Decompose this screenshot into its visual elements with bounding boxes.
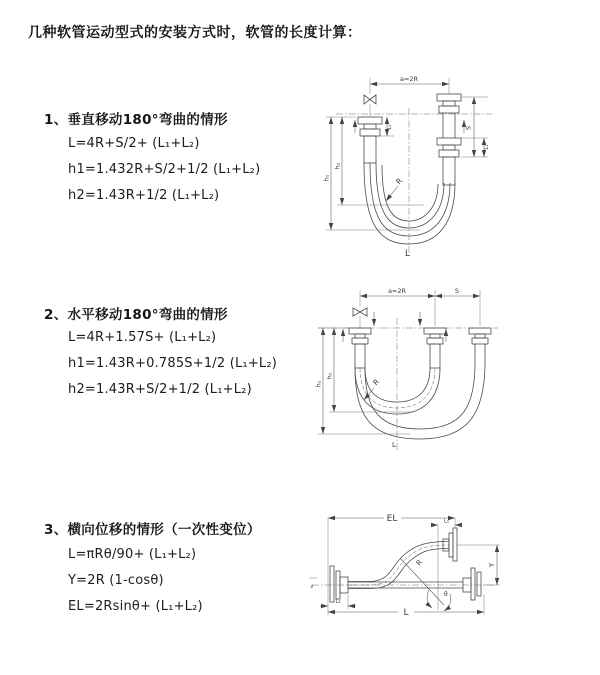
- left-flange-fitting: [349, 328, 371, 368]
- upper-flange: [443, 528, 457, 561]
- length-label: L: [403, 608, 409, 618]
- dimension-h2: [334, 117, 425, 205]
- centerline-mark: [309, 578, 317, 590]
- s-label: S: [454, 287, 460, 295]
- section-2-formula-h2: h2=1.43R+S/2+1/2 (L₁+L₂): [68, 382, 252, 397]
- el-label: EL: [386, 514, 398, 524]
- diagram-vertical-180-bend: [312, 70, 600, 265]
- section-3-formula-Y: Y=2R (1-cosθ): [68, 573, 164, 588]
- section-3-formula-L: L=πRθ/90+ (L₁+L₂): [68, 547, 197, 562]
- radius-label: R: [394, 176, 405, 187]
- fitting-left-label: L₁: [387, 124, 393, 130]
- valve-icon: [364, 95, 376, 116]
- radius-label: R: [414, 558, 425, 568]
- radius-leader: [386, 176, 404, 201]
- hose-u-bend-position1: [355, 368, 440, 414]
- section-1-formula-L: L=4R+S/2+ (L₁+L₂): [68, 136, 200, 151]
- section-3-heading: 3、横向位移的情形（一次性变位）: [44, 522, 261, 538]
- dimension-l1: [431, 519, 462, 526]
- fitting-right-label: L₁: [484, 144, 490, 150]
- h1-label: h₁: [322, 174, 331, 182]
- dimension-span-a2r: [360, 287, 435, 296]
- y-label: Y: [488, 562, 496, 568]
- section-1-formula-h1: h1=1.432R+S/2+1/2 (L₁+L₂): [68, 162, 261, 177]
- hose-s-curve: [348, 542, 449, 589]
- section-2-formula-h1: h1=1.43R+0.785S+1/2 (L₁+L₂): [68, 356, 278, 371]
- section-2-heading: 2、水平移动180°弯曲的情形: [44, 307, 228, 323]
- right-flange: [463, 568, 481, 600]
- section-3-formula-EL: EL=2Rsinθ+ (L₁+L₂): [68, 599, 203, 614]
- h2-label: h₂: [325, 372, 334, 380]
- radius-and-angle: [400, 558, 451, 611]
- page-title: 几种软管运动型式的安装方式时，软管的长度计算：: [28, 25, 362, 41]
- dimension-el: [328, 514, 455, 615]
- valve-icon: [353, 308, 367, 328]
- span-label: a=2R: [399, 75, 419, 83]
- l2-label: L₂: [335, 599, 341, 605]
- right-flange-fitting: [469, 328, 491, 362]
- diagram-horizontal-180-bend: [310, 282, 600, 467]
- dimension-h1: [323, 117, 421, 230]
- dimension-h2: [326, 328, 415, 412]
- left-flange: [330, 566, 348, 602]
- right-flange-fitting: [437, 94, 461, 185]
- l1-label: L₁: [443, 518, 450, 525]
- radius-label: R: [371, 377, 382, 388]
- dimension-span-a2r: [370, 75, 449, 94]
- length-label: L: [405, 249, 411, 259]
- span-label: a=2R: [387, 287, 407, 295]
- length-label: L: [392, 441, 396, 449]
- dimension-l2: [320, 595, 356, 609]
- centerline-mark-label: z: [310, 584, 314, 590]
- section-1-heading: 1、垂直移动180°弯曲的情形: [44, 112, 228, 128]
- diagram-lateral-displacement: [300, 498, 600, 648]
- h1-label: h₁: [314, 380, 323, 388]
- middle-flange-fitting: [424, 328, 446, 368]
- hose-u-bend-position2: [355, 362, 485, 439]
- h2-label: h₂: [333, 162, 342, 170]
- dimension-stroke-s: [435, 287, 480, 296]
- section-1-formula-h2: h2=1.43R+1/2 (L₁+L₂): [68, 188, 220, 203]
- theta-label: θ: [444, 591, 448, 598]
- dimension-stroke-s: [461, 97, 490, 157]
- s-label: S: [464, 125, 473, 131]
- left-flange-fitting: [358, 117, 382, 163]
- section-2-formula-L: L=4R+1.57S+ (L₁+L₂): [68, 330, 217, 345]
- hose-u-bend: [364, 163, 455, 244]
- dimension-y: [457, 545, 500, 585]
